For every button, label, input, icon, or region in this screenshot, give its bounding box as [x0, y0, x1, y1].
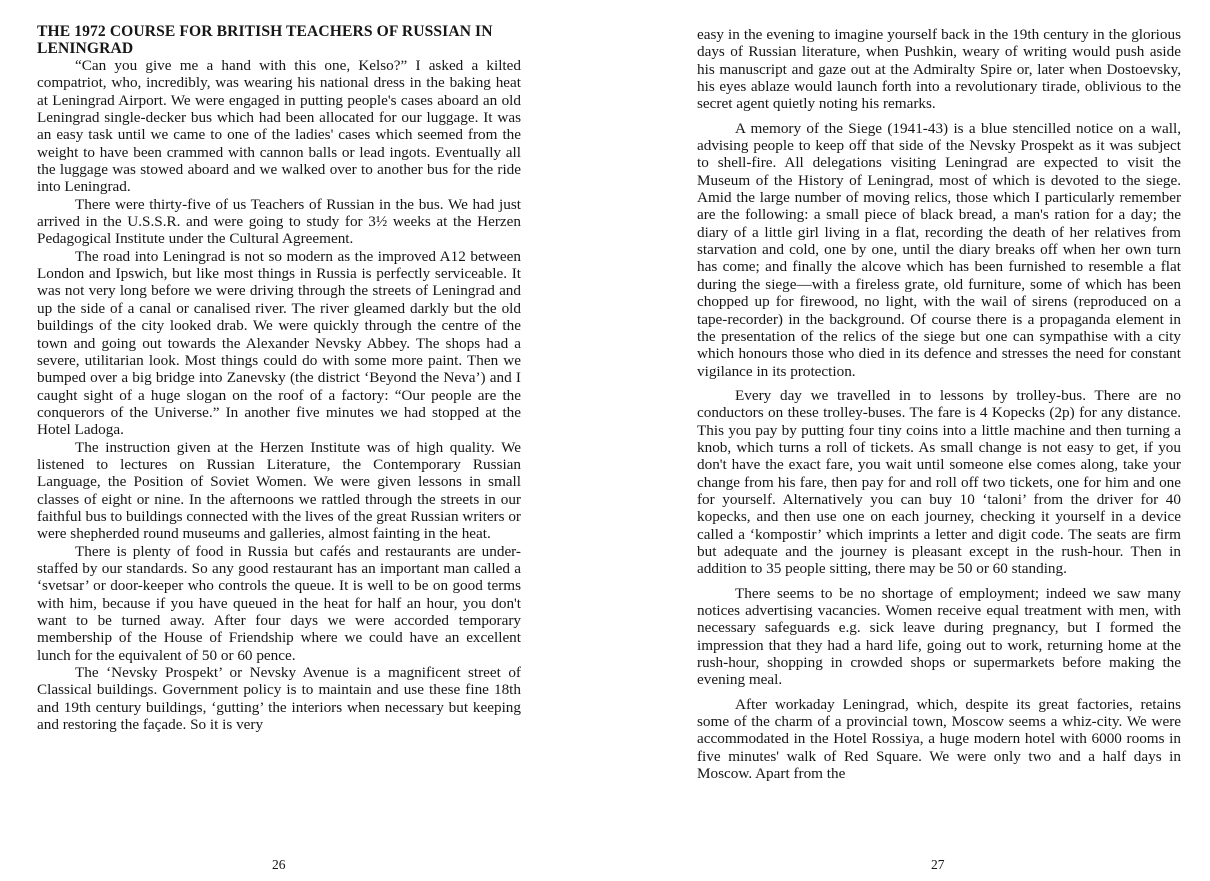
paragraph: The road into Leningrad is not so modern as the improved A12 between London and Ipswich, but like most things in Russia is perfectly serviceable. It was not very long before we were driving through the streets of Leningrad and up the side of a canal or canalised river. The river gleamed darkly but the old buildings of the city looked drab. We were quickly through the centre of the town and going out towards the Alexander Nevsky Abbey. The shops had a severe, utilitarian look. Most things could do with some more paint. Then we bumped over a big bridge into Zanevsky (the district ‘Beyond the Neva’) and I caught sight of a huge slogan on the roof of a factory: “Our people are the conquerors of the Universe.” In another five minutes we had stopped at the Hotel Ladoga. — [37, 247, 521, 439]
paragraph: “Can you give me a hand with this one, Kelso?” I asked a kilted compatriot, who, incredibly, was wearing his national dress in the baking heat at Leningrad Airport. We were engaged in putting people's cases aboard an old Leningrad single-decker bus which had been allocated for our luggage. It was an easy task until we came to one of the ladies' cases which seemed from the weight to have been crammed with cannon balls or lead ingots. Eventually all the luggage was stowed aboard and we walked over to another bus for the ride into Leningrad. — [37, 57, 521, 196]
left-page — [37, 0, 521, 733]
paragraph: Every day we travelled in to lessons by trolley-bus. There are no conductors on these trolley-buses. The fare is 4 Kopecks (2p) for any distance. This you pay by putting four tiny coins into a little machine and then turning a knob, which turns a roll of tickets. As small change is not easy to get, if you don't have the exact fare, you wait until someone else comes along, take your change from his fare, then pay for and roll off two tickets, one for him and one for yourself. Alternatively you can buy 10 ‘taloni’ from the driver for 40 kopecks, and then use one on each journey, checking it yourself in a device called a ‘kompostir’ which imprints a letter and digit code. The seats are firm but adequate and the journey is pleasant except in the rush-hour. Then in addition to 35 people sitting, there may be 50 or 60 standing. — [697, 386, 1181, 578]
paragraph: A memory of the Siege (1941-43) is a blue stencilled notice on a wall, advising people to keep off that side of the Nevsky Prospekt as it was subject to shell-fire. All delegations visiting Leningrad are expected to visit the Museum of the History of Leningrad, most of which is devoted to the siege. Amid the large number of moving relics, those which I particularly remember are the following: a small piece of black bread, a man's ration for a day; the diary of a little girl living in a flat, recording the death of her relatives from starvation and cold, one by one, until the diary breaks off when her own turn has come; and finally the alcove which has been furnished to resemble a flat during the siege—with a fireless grate, old furniture, some of which has been chopped up for firewood, no light, with the wail of sirens (reproduced on a tape-recorder) in the background. Of course there is a propaganda element in the presentation of the relics of the siege but one can sympathise with a city which honours those who died in its defence and stresses the need for constant vigilance in its protection. — [697, 119, 1181, 380]
paragraph: The instruction given at the Herzen Institute was of high quality. We listened to lectures on Russian Literature, the Contemporary Russian Language, the Position of Soviet Women. We were given lessons in small classes of eight or nine. In the afternoons we rattled through the streets in our faithful bus to buildings connected with the lives of the great Russian writers or were shepherded round museums and galleries, almost fainting in the heat. — [37, 438, 521, 543]
article-title: THE 1972 COURSE FOR BRITISH TEACHERS OF RUSSIAN IN LENINGRAD — [37, 23, 493, 57]
left-page-body — [37, 57, 521, 733]
paragraph: There seems to be no shortage of employment; indeed we saw many notices advertising vacancies. Women receive equal treatment with men, with necessary safeguards e.g. sick leave during pregnancy, but I formed the impression that they had a hard life, going out to work, returning home at the rush-hour, shopping in crowded shops or supermarkets before making the evening meal. — [697, 584, 1181, 689]
paragraph: There is plenty of food in Russia but cafés and restaurants are under-staffed by our standards. So any good restaurant has an important man called a ‘svetsar’ or door-keeper who controls the queue. It is well to be on good terms with him, because if you have queued in the heat for half an hour, you don't want to be turned away. After four days we were accorded temporary membership of the House of Friendship where we could have an excellent lunch for the equivalent of 50 or 60 pence. — [37, 542, 521, 664]
paragraph: The ‘Nevsky Prospekt’ or Nevsky Avenue is a magnificent street of Classical buildings. Government policy is to maintain and use these fine 18th and 19th century buildings, ‘gutting’ the interiors when necessary but keeping and restoring the façade. So it is very — [37, 664, 521, 734]
right-page-body — [697, 26, 1181, 782]
paragraph: After workaday Leningrad, which, despite its great factories, retains some of the charm of a provincial town, Moscow seems a whiz-city. We were accommodated in the Hotel Rossiya, a huge modern hotel with 6000 rooms in five minutes' walk of Red Square. We were only two and a half days in Moscow. Apart from the — [697, 695, 1181, 783]
page-number-left: 26 — [272, 857, 286, 872]
paragraph: There were thirty-five of us Teachers of Russian in the bus. We had just arrived in the U.S.S.R. and were going to study for 3½ weeks at the Herzen Pedagogical Institute under the Cultural Agreement. — [37, 195, 521, 248]
paragraph-continuation: easy in the evening to imagine yourself back in the 19th century in the glorious days of Russian literature, when Pushkin, weary of writing would push aside his manuscript and gaze out at the Admiralty Spire or, later when Dostoevsky, his eyes ablaze would launch forth into a revolutionary tirade, oblivious to the secret agent quietly noting his remarks. — [697, 26, 1181, 113]
page-number-right: 27 — [931, 857, 945, 872]
right-page — [697, 0, 1181, 789]
